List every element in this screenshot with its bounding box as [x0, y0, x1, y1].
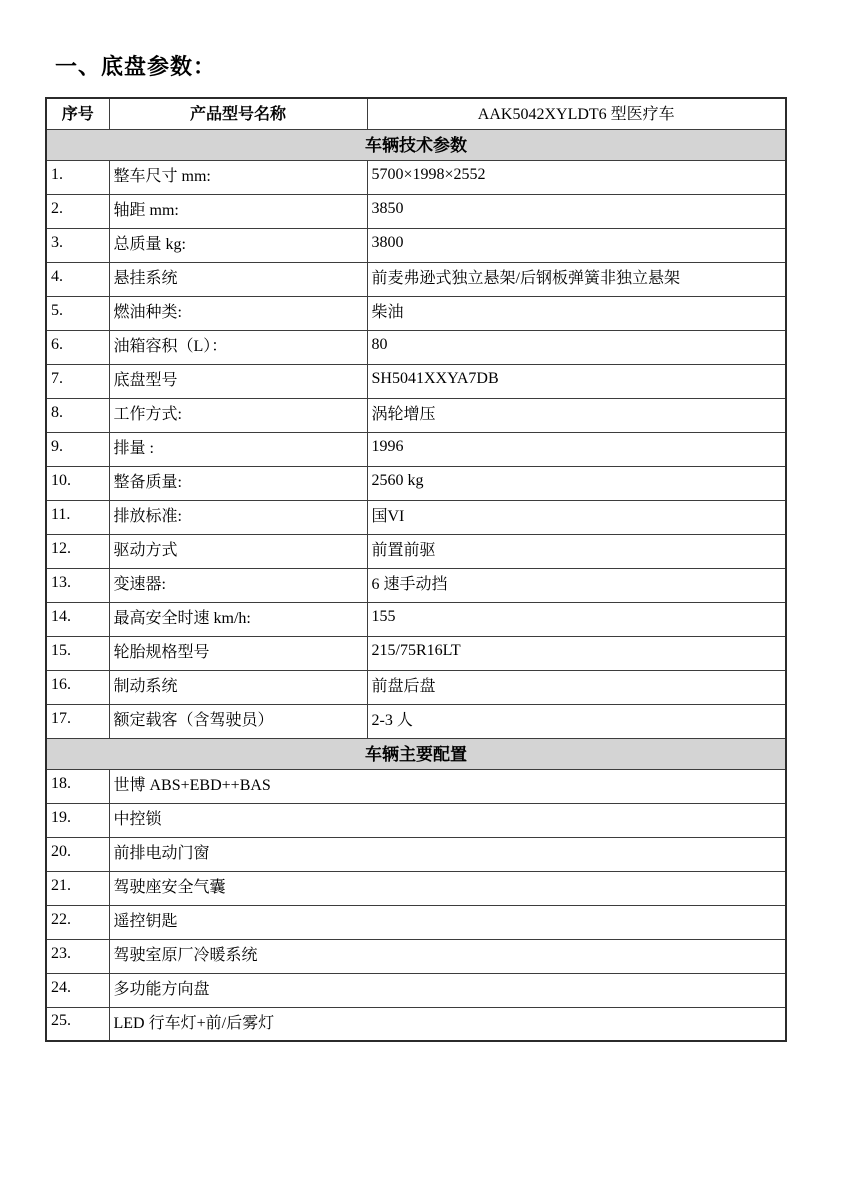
table-row — [46, 905, 786, 939]
table-row — [46, 670, 786, 704]
param-label: 制动系统 — [109, 670, 367, 704]
row-number: 2. — [46, 194, 109, 228]
table-row — [46, 602, 786, 636]
row-number: 20. — [46, 837, 109, 871]
param-label: 驾驶室原厂冷暖系统 — [109, 939, 786, 973]
param-label: 遥控钥匙 — [109, 905, 786, 939]
table-row — [46, 973, 786, 1007]
row-number: 11. — [46, 500, 109, 534]
table-row — [46, 500, 786, 534]
param-value: 1996 — [367, 432, 786, 466]
row-number: 10. — [46, 466, 109, 500]
param-label: 多功能方向盘 — [109, 973, 786, 1007]
table-row — [46, 1007, 786, 1041]
param-label: 总质量 kg: — [109, 228, 367, 262]
row-number: 5. — [46, 296, 109, 330]
param-label: 整备质量: — [109, 466, 367, 500]
table-row — [46, 160, 786, 194]
page-title: 一、底盘参数： — [55, 54, 217, 79]
spec-table-body — [46, 129, 786, 1041]
table-row — [46, 939, 786, 973]
table-row — [46, 837, 786, 871]
param-value: 6 速手动挡 — [367, 568, 786, 602]
row-number: 25. — [46, 1007, 109, 1041]
table-row — [46, 364, 786, 398]
row-number: 23. — [46, 939, 109, 973]
row-number: 14. — [46, 602, 109, 636]
spec-table — [45, 97, 787, 1042]
row-number: 15. — [46, 636, 109, 670]
table-row — [46, 636, 786, 670]
param-label: 排量 : — [109, 432, 367, 466]
param-value: 5700×1998×2552 — [367, 160, 786, 194]
row-number: 4. — [46, 262, 109, 296]
param-value: 柴油 — [367, 296, 786, 330]
param-label: 油箱容积（L）： — [109, 330, 367, 364]
table-header-row — [46, 98, 786, 129]
param-label: 排放标准: — [109, 500, 367, 534]
table-row — [46, 432, 786, 466]
table-row — [46, 262, 786, 296]
table-row — [46, 228, 786, 262]
table-row — [46, 568, 786, 602]
row-number: 13. — [46, 568, 109, 602]
section-title: 车辆技术参数 — [46, 129, 786, 160]
param-label: 悬挂系统 — [109, 262, 367, 296]
table-row — [46, 466, 786, 500]
table-row — [46, 296, 786, 330]
param-label: 变速器: — [109, 568, 367, 602]
row-number: 12. — [46, 534, 109, 568]
section-header-row — [46, 129, 786, 160]
param-value: 2560 kg — [367, 466, 786, 500]
param-value: 前麦弗逊式独立悬架/后钢板弹簧非独立悬架 — [367, 262, 786, 296]
table-row — [46, 194, 786, 228]
param-value: 国VI — [367, 500, 786, 534]
param-value: 前盘后盘 — [367, 670, 786, 704]
col-header-index: 序号 — [46, 98, 109, 129]
param-value: 80 — [367, 330, 786, 364]
col-header-product-name: 产品型号名称 — [109, 98, 367, 129]
param-label: 整车尺寸 mm: — [109, 160, 367, 194]
row-number: 1. — [46, 160, 109, 194]
row-number: 16. — [46, 670, 109, 704]
table-row — [46, 871, 786, 905]
row-number: 19. — [46, 803, 109, 837]
param-value: SH5041XXYA7DB — [367, 364, 786, 398]
param-label: 额定载客（含驾驶员） — [109, 704, 367, 738]
param-label: 轴距 mm: — [109, 194, 367, 228]
section-header-row — [46, 738, 786, 769]
param-label: 世博 ABS+EBD++BAS — [109, 769, 786, 803]
table-row — [46, 769, 786, 803]
param-label: 工作方式: — [109, 398, 367, 432]
table-row — [46, 704, 786, 738]
row-number: 24. — [46, 973, 109, 1007]
row-number: 17. — [46, 704, 109, 738]
row-number: 18. — [46, 769, 109, 803]
section-title: 车辆主要配置 — [46, 738, 786, 769]
param-value: 涡轮增压 — [367, 398, 786, 432]
param-value: 2-3 人 — [367, 704, 786, 738]
param-value: 3800 — [367, 228, 786, 262]
param-label: LED 行车灯+前/后雾灯 — [109, 1007, 786, 1041]
param-label: 燃油种类: — [109, 296, 367, 330]
param-value: 155 — [367, 602, 786, 636]
row-number: 9. — [46, 432, 109, 466]
row-number: 3. — [46, 228, 109, 262]
row-number: 6. — [46, 330, 109, 364]
row-number: 8. — [46, 398, 109, 432]
param-label: 中控锁 — [109, 803, 786, 837]
param-label: 轮胎规格型号 — [109, 636, 367, 670]
row-number: 22. — [46, 905, 109, 939]
param-label: 驱动方式 — [109, 534, 367, 568]
table-row — [46, 803, 786, 837]
param-label: 驾驶座安全气囊 — [109, 871, 786, 905]
param-label: 最高安全时速 km/h: — [109, 602, 367, 636]
row-number: 7. — [46, 364, 109, 398]
row-number: 21. — [46, 871, 109, 905]
table-row — [46, 330, 786, 364]
param-label: 底盘型号 — [109, 364, 367, 398]
table-row — [46, 534, 786, 568]
param-value: 前置前驱 — [367, 534, 786, 568]
header-product-model: AAK5042XYLDT6 型医疗车 — [367, 98, 786, 129]
param-value: 215/75R16LT — [367, 636, 786, 670]
param-value: 3850 — [367, 194, 786, 228]
table-row — [46, 398, 786, 432]
param-label: 前排电动门窗 — [109, 837, 786, 871]
